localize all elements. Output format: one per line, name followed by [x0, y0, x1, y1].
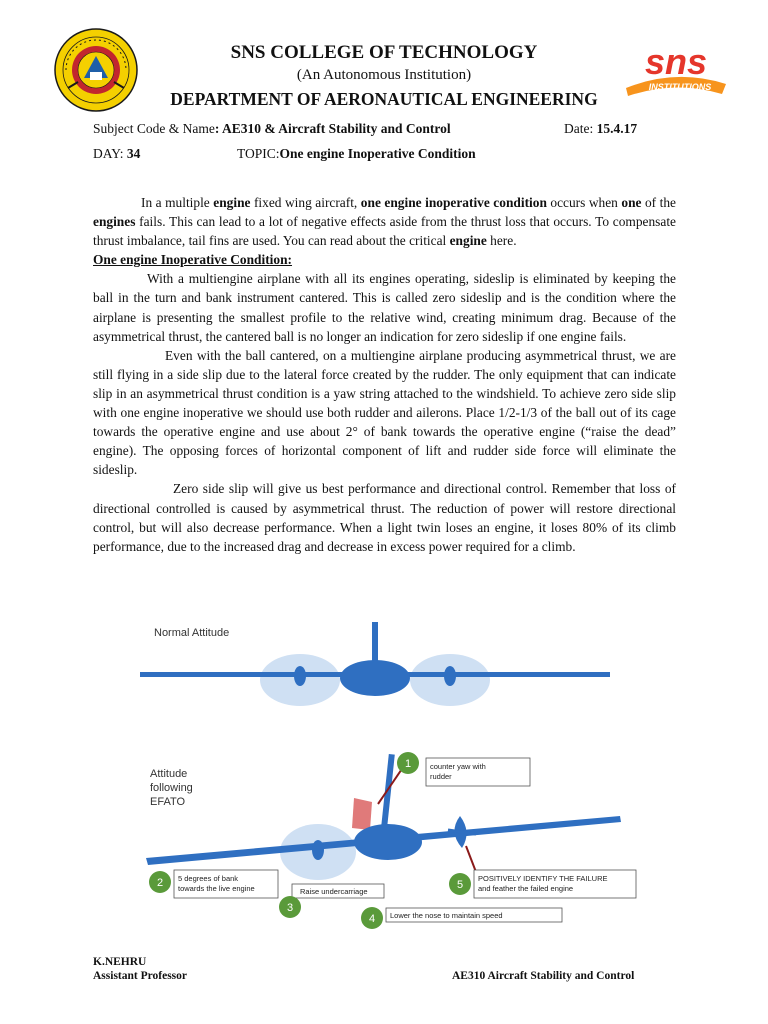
topic-value: One engine Inoperative Condition: [279, 146, 476, 161]
callout-4-number: 4: [368, 913, 376, 925]
date-line: [564, 121, 637, 137]
callout-5-number: 5: [456, 879, 464, 891]
day-line: [93, 146, 140, 162]
footer-author-role: Assistant Professor: [93, 970, 188, 982]
callout-2-text-line2: towards the live engine: [178, 884, 255, 893]
callout-1-text-line2: rudder: [430, 772, 452, 781]
footer-author-name: K.NEHRU: [93, 956, 147, 968]
college-name: SNS COLLEGE OF TECHNOLOGY: [230, 42, 538, 63]
efato-attitude-diagram: [140, 620, 680, 940]
callout-5-text-line2: and feather the failed engine: [478, 884, 574, 893]
institutions-logo-text: INSTITUTIONS: [648, 82, 712, 92]
callout-2-text-line1: 5 degrees of bank: [178, 874, 239, 883]
intro-paragraph: In a multiple engine fixed wing aircraft, one engine inoperative condition occurs when one of the engines fails. This can lead to a lot of negative effects aside from the thrust loss that occurs. To compensate thrust imbalance, tail fins are used. You can read about the critical engine here.: [93, 195, 676, 249]
footer-course: AE310 Aircraft Stability and Control: [452, 970, 635, 982]
department-name: DEPARTMENT OF AERONAUTICAL ENGINEERING: [170, 89, 598, 109]
subject-label: Subject Code & Name: [93, 121, 215, 136]
day-value: 34: [126, 146, 141, 161]
efato-label-line1: Attitude: [150, 768, 188, 780]
autonomous-subtitle: (An Autonomous Institution): [296, 67, 472, 83]
efato-label-line3: EFATO: [150, 796, 186, 808]
callout-1-text-line1: counter yaw with: [430, 762, 486, 771]
callout-1-number: 1: [404, 758, 412, 770]
subject-value: : AE310 & Aircraft Stability and Control: [214, 121, 451, 136]
paragraph-sideslip: With a multiengine airplane with all its engines operating, sideslip is eliminated by keeping the ball in the turn and bank instrument cantered. This is called zero sideslip and is the condition where the airplane is presenting the smallest profile to the relative wind, creating minimum drag. Because of the asymmetrical thrust, the cantered ball is no longer an indication for zero sideslip if one engine fails.: [93, 271, 676, 344]
paragraph-ball-cantered: Even with the ball cantered, on a multiengine airplane producing asymmetrical thrust, we are still flying in a side slip due to the lateral force created by the rudder. The only equipment that can indicate slip in an asymmetrical thrust condition is a yaw string attached to the windshield. To achieve zero side slip with one engine inoperative we should use both rudder and ailerons. Place 1/2-1/3 of the ball out of its cage towards the operative engine and use about 2° of bank towards the operative engine (“raise the dead” engine). The opposing forces of horizontal component of lift and rudder side force will eliminate the sideslip.: [93, 347, 676, 478]
callout-4-text: Lower the nose to maintain speed: [390, 911, 503, 920]
body-text: [93, 193, 676, 556]
day-label: DAY:: [93, 146, 127, 161]
date-label: Date:: [564, 121, 597, 136]
section-heading: One engine Inoperative Condition:: [93, 252, 293, 268]
date-value: 15.4.17: [596, 121, 638, 136]
paragraph-zero-side-slip: Zero side slip will give us best performance and directional control. Remember that loss of directional controlled is caused by asymmetrical thrust. The reduction of power will restore directional control, but will also decrease performance. When a light twin loses an engine, it loses 80% of its climb performance, due to the increased drag and decrease in excess power required for a climb.: [93, 481, 676, 554]
sns-logo-text: sns: [644, 41, 708, 82]
topic-line: [237, 146, 476, 162]
topic-label: TOPIC:: [237, 146, 280, 161]
callout-5-text-line1: POSITIVELY IDENTIFY THE FAILURE: [478, 874, 608, 883]
callout-3-text: Raise undercarriage: [300, 887, 368, 896]
callout-3-number: 3: [286, 902, 294, 914]
normal-attitude-label: Normal Attitude: [154, 627, 230, 639]
callout-2-number: 2: [156, 877, 164, 889]
subject-line: [93, 121, 451, 137]
efato-label-line2: following: [150, 782, 193, 794]
